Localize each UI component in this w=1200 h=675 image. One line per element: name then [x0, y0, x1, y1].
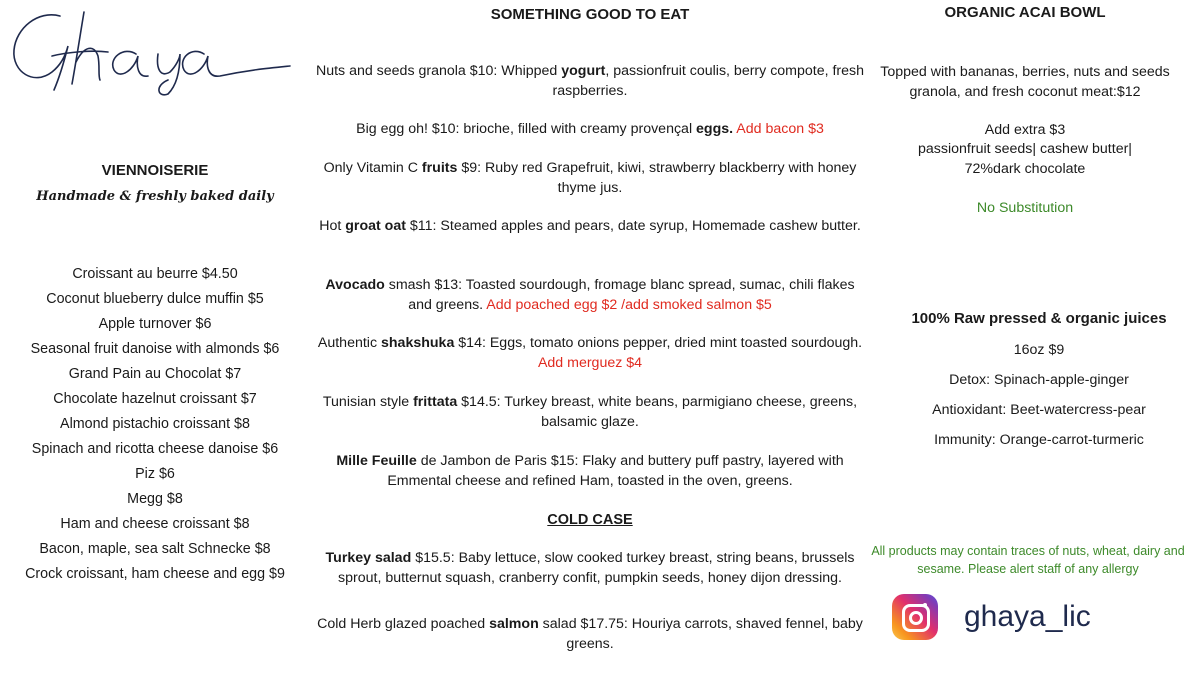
menu-item: Big egg oh! $10: brioche, filled with creamy provençal eggs. Add bacon $3 [356, 121, 824, 137]
no-substitution: No Substitution [976, 200, 1074, 216]
list-item: Coconut blueberry dulce muffin $5 [46, 291, 264, 307]
viennoiserie-title: VIENNOISERIE [101, 162, 209, 179]
list-item: Croissant au beurre $4.50 [72, 266, 238, 282]
menu-item: Turkey salad $15.5: Baby lettuce, slow cooked turkey breast, string beans, brussels sprout, butternut squash, cranberry confit, pumpkin seeds, honey dijon dressing. [325, 550, 855, 586]
juice-item: Detox: Spinach-apple-ginger [949, 372, 1129, 388]
viennoiserie-subtitle: Handmade & freshly baked daily [36, 189, 274, 204]
add-extra: Add extra $3 [984, 122, 1066, 138]
menu-item: Hot groat oat $11: Steamed apples and pears, date syrup, Homemade cashew butter. [319, 218, 861, 234]
allergy-note: All products may contain traces of nuts, wheat, dairy and sesame. Please alert staff of any allergy [871, 544, 1185, 576]
menu-item: Authentic shakshuka $14: Eggs, tomato onions pepper, dried mint toasted sourdough. Add merguez $4 [317, 335, 863, 371]
list-item: Piz $6 [135, 466, 175, 482]
list-item: Almond pistachio croissant $8 [60, 416, 250, 432]
instagram-handle[interactable]: ghaya_lic [964, 600, 1091, 633]
food-title: SOMETHING GOOD TO EAT [490, 6, 690, 23]
list-item: Chocolate hazelnut croissant $7 [53, 391, 257, 407]
list-item: Apple turnover $6 [98, 316, 212, 332]
list-item: Bacon, maple, sea salt Schnecke $8 [39, 541, 271, 557]
viennoiserie-list [0, 262, 310, 587]
instagram-icon[interactable] [892, 594, 938, 640]
juice-item: Antioxidant: Beet-watercress-pear [932, 402, 1146, 418]
menu-item: Cold Herb glazed poached salmon salad $17.75: Houriya carrots, shaved fennel, baby greens. [317, 616, 863, 652]
acai-description: Topped with bananas, berries, nuts and seeds granola, and fresh coconut meat:$12 [880, 64, 1170, 100]
menu-item: Nuts and seeds granola $10: Whipped yogurt, passionfruit coulis, berry compote, fresh raspberries. [315, 63, 865, 99]
juice-size: 16oz $9 [1013, 342, 1065, 358]
menu-item: Avocado smash $13: Toasted sourdough, fromage blanc spread, sumac, chili flakes and greens. Add poached egg $2 /add smoked salmon $5 [325, 277, 855, 313]
menu-item: Mille Feuille de Jambon de Paris $15: Flaky and buttery puff pastry, layered with Emmental cheese and refined Ham, toasted in the oven, greens. [336, 453, 844, 489]
add-options: passionfruit seeds| cashew butter| [918, 141, 1132, 157]
list-item: Crock croissant, ham cheese and egg $9 [25, 566, 285, 582]
list-item: Ham and cheese croissant $8 [60, 516, 250, 532]
add-chocolate: 72%dark chocolate [964, 161, 1086, 177]
menu-item: Only Vitamin C fruits $9: Ruby red Grapefruit, kiwi, strawberry blackberry with honey thyme jus. [323, 160, 857, 196]
list-item: Grand Pain au Chocolat $7 [68, 366, 242, 382]
menu-item: Tunisian style frittata $14.5: Turkey breast, white beans, parmigiano cheese, greens, balsamic glaze. [322, 394, 858, 430]
ghaya-logo [8, 6, 293, 96]
juice-title: 100% Raw pressed & organic juices [911, 310, 1167, 327]
list-item: Megg $8 [127, 491, 183, 507]
juice-item: Immunity: Orange-carrot-turmeric [934, 432, 1144, 448]
list-item: Seasonal fruit danoise with almonds $6 [30, 341, 280, 357]
acai-title: ORGANIC ACAI BOWL [944, 4, 1106, 21]
cold-case-title: COLD CASE [547, 512, 633, 528]
list-item: Spinach and ricotta cheese danoise $6 [31, 441, 279, 457]
